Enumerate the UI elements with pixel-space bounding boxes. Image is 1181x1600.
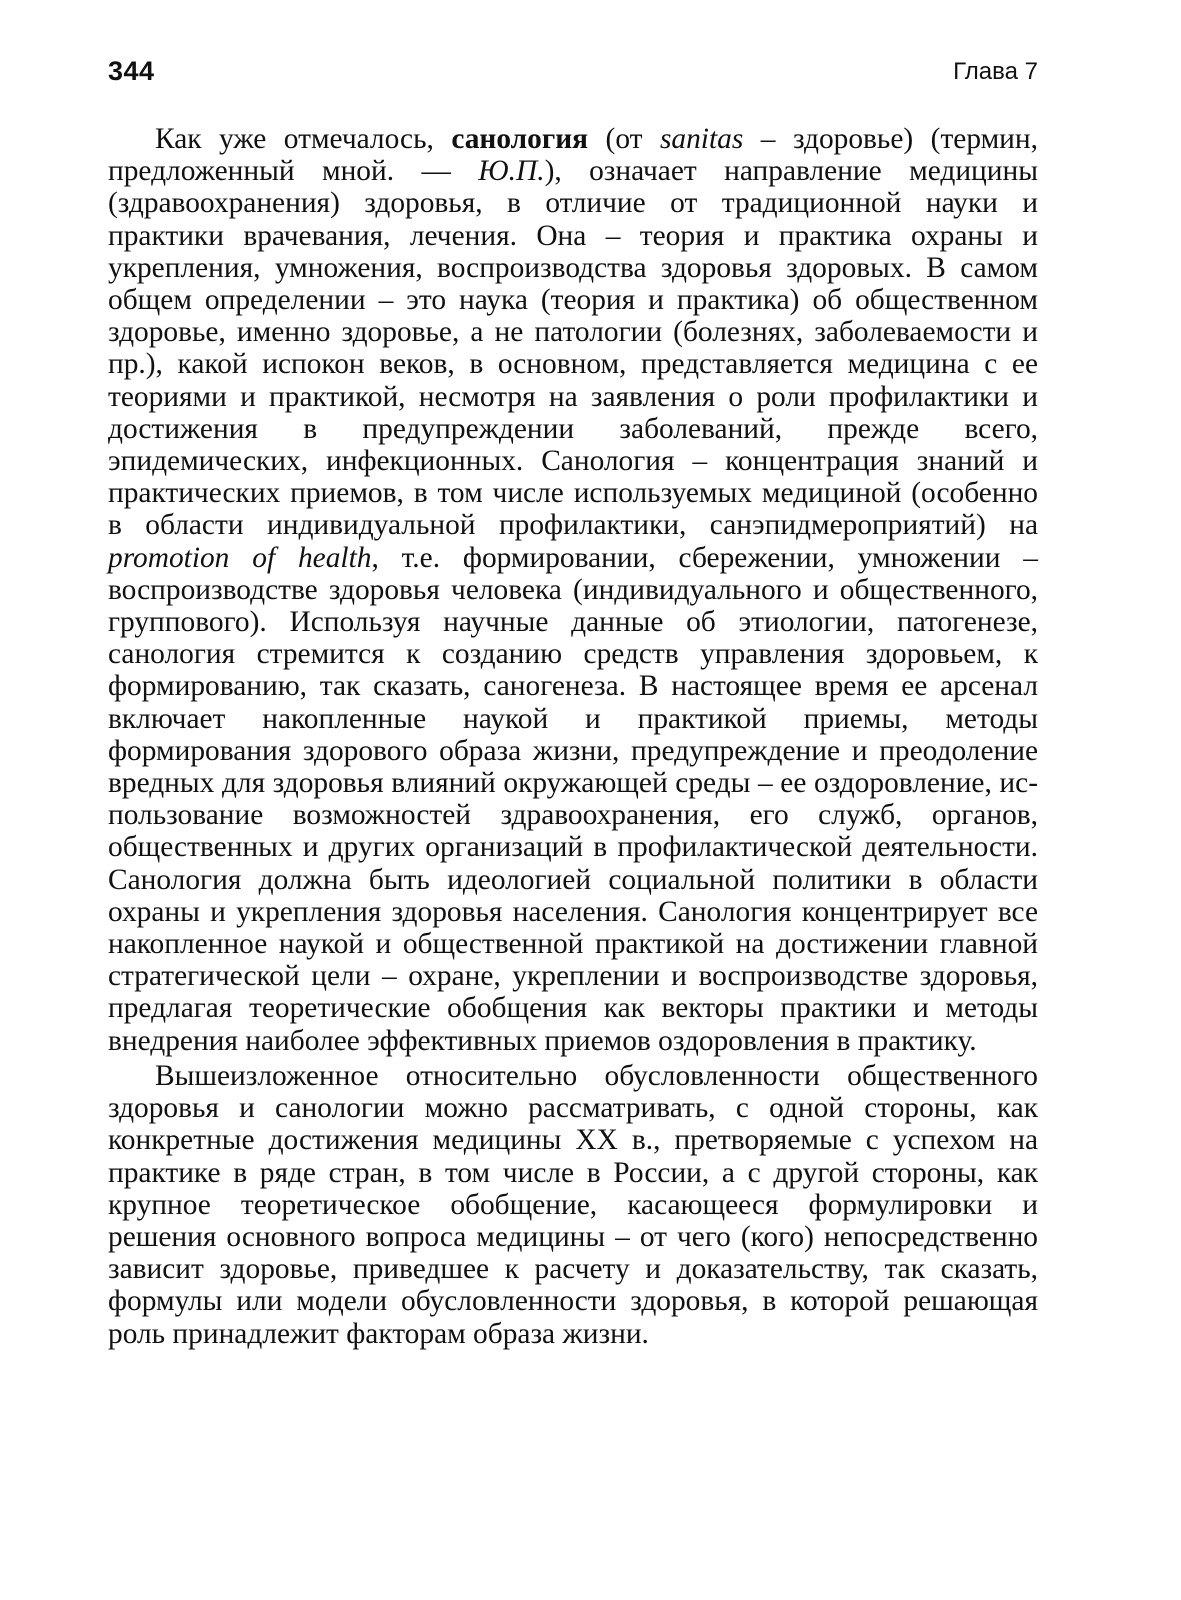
chapter-running-head: Глава 7 [953, 58, 1038, 85]
page-header [108, 56, 1038, 96]
page-number: 344 [108, 56, 155, 86]
text-segment: – здоровье) (термин, предложенный мной. — [108, 123, 1038, 188]
english-term: promotion of health [108, 541, 372, 574]
paragraph-sanology-definition [108, 123, 1038, 1057]
text-segment: (от [588, 123, 660, 155]
text-segment: Как уже отмечалось, [155, 123, 452, 155]
book-page [108, 56, 1038, 1556]
latin-term: sanitas [659, 123, 744, 155]
author-initials: Ю.П. [478, 155, 545, 188]
term-sanology: санология [451, 123, 589, 155]
text-segment: , т.е. формировании, сбережении, умножении – воспроизводстве здоровья человека (индивидуального и общественного, группового). Используя научные данные об этиологии, патогенезе, санология стремится к созданию средств управления здоровьем, к формированию, так сказать, саногенеза. В настоящее время ее арсенал включает накопленные наукой и практикой приемы, методы формирования здорового образа жизни, предупреждение и преодоление вредных для здоровья влияний окружающей среды – ее оздоровление, использование возможностей здравоохранения, его служб, органов, общественных и других организаций в профилактической деятельности. Санология должна быть идеологией социальной политики в области охраны и укрепления здоровья населения. Санология концентрирует все накопленное наукой и общественной практикой на достижении главной стратегической цели – охране, укреплении и воспроизводстве здоровья, предлагая теоретические обобщения как векторы практики и методы внедрения наиболее эффективных приемов оздоровления в практику. [108, 541, 1038, 1057]
paragraph-conclusion: Вышеизложенное относительно обусловленности общественного здоровья и санологии можно рассматривать, с одной стороны, как конкретные достижения медицины XX в., претворяемые с успехом на практике в ряде стран, в том числе в России, а с другой стороны, как крупное теоретическое обобщение, касающееся формулировки и решения основного вопроса медицины – от чего (кого) непосредственно зависит здоровье, приведшее к расчету и доказательству, так сказать, формулы или модели обусловленности здоровья, в которой решающая роль принадлежит факторам образа жизни. [108, 1059, 1038, 1350]
text-segment: ), означает направление медицины (здравоохранения) здоровья, в отличие от традиционной науки и практики врачевания, лечения. Она – теория и практика охраны и укрепления, умножения, воспроизводства здоровья здоровых. В самом общем определении – это наука (теория и практика) об общественном здоровье, именно здоровье, а не патологии (болезнях, заболеваемости и пр.), какой испокон веков, в основном, представляется медицина с ее теориями и практикой, несмотря на заявления о роли профилактики и достижения в предупреждении заболеваний, прежде всего, эпидемических, инфекционных. Санология – концентрация знаний и практических приемов, в том числе используемых медициной (особенно в области индивидуальной профилактики, санэпидмероприятий) на [108, 155, 1038, 542]
body-text [108, 123, 1038, 1350]
